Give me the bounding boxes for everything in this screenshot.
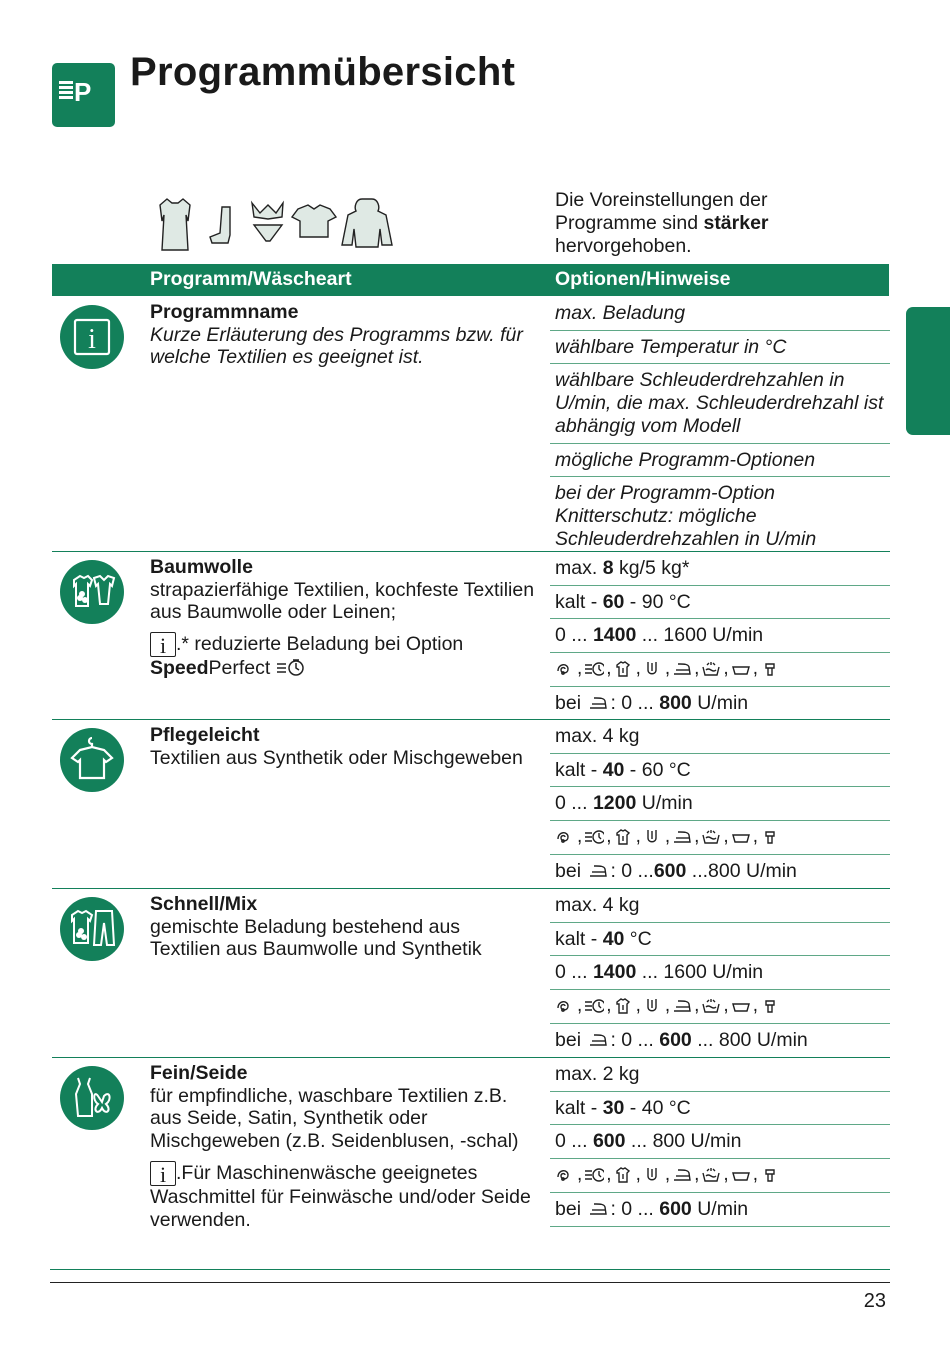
note-speed: Speed (150, 657, 209, 680)
anti-crease-icon (586, 693, 610, 711)
header-options-column: Optionen/Hinweise (555, 268, 731, 290)
anti-crease-icon (586, 1198, 610, 1220)
program-description: Textilien aus Synthetik oder Mischgeweben (150, 746, 523, 769)
table-end-rule (50, 1269, 890, 1270)
option-spin: 0 ... 1400 ... 1600 U/min (550, 956, 890, 990)
cotton-icon (60, 560, 124, 624)
extra-rinse-icon (701, 827, 721, 847)
legend-option-temperature: wählbare Temperatur in °C (550, 331, 890, 365)
tshirt-icon (292, 205, 336, 237)
option-symbols (550, 990, 890, 1024)
stain-icon (555, 1165, 575, 1185)
logo-letter: P (74, 77, 92, 107)
extra-rinse-icon (701, 1165, 721, 1185)
footer-rule (50, 1282, 890, 1283)
easycare-options (550, 720, 890, 888)
no-spin-icon (731, 1165, 751, 1185)
svg-text:i: i (88, 324, 96, 355)
program-note (150, 1161, 535, 1231)
mix-icon (60, 897, 124, 961)
mix-options (550, 889, 890, 1057)
program-name: Fein/Seide (150, 1062, 248, 1084)
option-crease: bei : 0 ... 800 U/min (555, 691, 749, 714)
speedperfect-icon (584, 827, 604, 847)
option-symbol-row: , , , , , , , (555, 995, 890, 1018)
stain-icon (555, 996, 575, 1016)
speedperfect-icon (584, 996, 604, 1016)
option-symbol-row: , , , , , , , (555, 658, 890, 681)
legend-text (150, 301, 535, 369)
intro-line3: hervorgehoben. (555, 235, 692, 257)
option-crease: bei : 0 ... 600 U/min (550, 1193, 890, 1227)
program-description: für empfindliche, waschbare Textilien z.B. aus Seide, Satin, Synthetik oder Mischgeweben (z.B. Seidenblusen, -schal) (150, 1084, 519, 1153)
prewash-icon (614, 1165, 634, 1185)
water-plus-icon (643, 659, 663, 679)
option-crease: bei : 0 ... 600 ... 800 U/min (555, 1028, 808, 1051)
option-symbols (550, 1159, 890, 1193)
intro-emphasis: stärker (703, 212, 769, 234)
option-symbols (550, 821, 890, 855)
option-temperature: kalt - 40 °C (550, 923, 890, 957)
option-spin: 0 ... 1200 U/min (550, 787, 890, 821)
cotton-options (550, 552, 890, 720)
page-number: 23 (863, 1290, 886, 1312)
no-spin-icon (731, 659, 751, 679)
program-row-mix (52, 888, 890, 1058)
easycare-icon (60, 728, 124, 792)
option-symbol-row: , , , , , , , (555, 826, 890, 849)
prewash-icon (614, 827, 634, 847)
program-name: Pflegeleicht (150, 724, 260, 746)
info-icon (60, 305, 124, 369)
extra-rinse-icon (701, 996, 721, 1016)
dress-icon (160, 199, 190, 250)
prewash-icon (614, 659, 634, 679)
option-symbols (550, 653, 890, 687)
anti-crease-icon (586, 1029, 610, 1051)
legend-description: Kurze Erläuterung des Programms bzw. für welche Textilien es geeignet ist. (150, 323, 523, 369)
program-description: strapazierfähige Textilien, kochfeste Textilien aus Baumwolle oder Leinen; (150, 578, 535, 624)
program-name: Schnell/Mix (150, 893, 258, 915)
legend-program-name: Programmname (150, 301, 299, 323)
anti-crease-icon (672, 1165, 692, 1185)
option-load: max. 2 kg (550, 1058, 890, 1092)
option-crease: bei : 0 ...600 ...800 U/min (555, 859, 797, 882)
jacket-icon (342, 199, 392, 247)
option-spin: 0 ... 600 ... 800 U/min (550, 1125, 890, 1159)
intro-line2 (555, 212, 875, 235)
anti-crease-icon (586, 1030, 610, 1048)
note-text: .Für Maschinenwäsche geeignetes Waschmittel für Feinwäsche und/oder Seide verwenden. (150, 1161, 531, 1231)
option-load: max. 8 kg/5 kg* (550, 552, 890, 586)
option-temperature: kalt - 60 - 90 °C (550, 586, 890, 620)
note-text: .* reduzierte Beladung bei Option (176, 633, 464, 656)
speedperfect-icon (276, 658, 306, 676)
extra-rinse-icon (701, 659, 721, 679)
no-spin-icon (731, 827, 751, 847)
lingerie-icon (252, 203, 283, 241)
anti-crease-icon (586, 692, 610, 714)
cotton-text (150, 556, 535, 680)
header-program-column: Programm/Wäscheart (150, 268, 352, 290)
program-name: Baumwolle (150, 556, 253, 578)
legend-option-spin: wählbare Schleuderdrehzahlen in U/min, die max. Schleuderdrehzahl ist abhängig vom Modell (550, 364, 890, 443)
anti-crease-icon (586, 860, 610, 882)
legend-row (52, 297, 890, 551)
easycare-text (150, 724, 535, 769)
anti-crease-icon (672, 659, 692, 679)
water-plus-icon (643, 1165, 663, 1185)
option-load: max. 4 kg (550, 889, 890, 923)
anti-crease-icon (672, 996, 692, 1016)
delicate-silk-icon (60, 1066, 124, 1130)
intro-line2-text: Programme sind (555, 212, 704, 234)
speedperfect-icon (584, 1165, 604, 1185)
water-plus-icon (643, 996, 663, 1016)
program-row-easycare (52, 719, 890, 889)
program-description: gemischte Beladung bestehend aus Textilien aus Baumwolle und Synthetik (150, 915, 482, 961)
child-lock-icon (760, 659, 780, 679)
legend-option-program-options: mögliche Programm-Optionen (550, 444, 890, 478)
speedperfect-icon (584, 659, 604, 679)
child-lock-icon (760, 1165, 780, 1185)
child-lock-icon (760, 996, 780, 1016)
page-title: Programmübersicht (130, 50, 516, 94)
intro-note (555, 189, 875, 258)
garment-icons (150, 195, 405, 260)
option-spin: 0 ... 1400 ... 1600 U/min (550, 619, 890, 653)
child-lock-icon (760, 827, 780, 847)
stain-icon (555, 659, 575, 679)
legend-option-load: max. Beladung (550, 297, 890, 331)
program-overview-logo (52, 63, 115, 127)
socks-icon (210, 207, 230, 243)
info-note-icon: i (150, 632, 176, 657)
silk-options (550, 1058, 890, 1227)
mix-text (150, 893, 535, 961)
anti-crease-icon (672, 827, 692, 847)
silk-text (150, 1062, 535, 1231)
legend-option-crease: bei der Programm-Option Knitterschutz: mögliche Schleuderdrehzahlen in U/min (555, 482, 817, 550)
program-list-icon (52, 63, 115, 127)
program-row-silk (52, 1057, 890, 1268)
option-symbol-row: , , , , , , , (555, 1164, 890, 1187)
legend-options (550, 297, 890, 555)
option-load: max. 4 kg (550, 720, 890, 754)
stain-icon (555, 827, 575, 847)
option-temperature: kalt - 40 - 60 °C (550, 754, 890, 788)
table-header (52, 264, 889, 296)
program-row-cotton (52, 551, 890, 720)
info-note-icon: i (150, 1161, 176, 1186)
intro-line1: Die Voreinstellungen der (555, 189, 768, 211)
note-perfect: Perfect (208, 657, 271, 680)
program-note (150, 632, 535, 680)
option-temperature: kalt - 30 - 40 °C (550, 1092, 890, 1126)
water-plus-icon (643, 827, 663, 847)
anti-crease-icon (586, 1199, 610, 1217)
no-spin-icon (731, 996, 751, 1016)
prewash-icon (614, 996, 634, 1016)
chapter-tab (906, 307, 950, 435)
anti-crease-icon (586, 861, 610, 879)
